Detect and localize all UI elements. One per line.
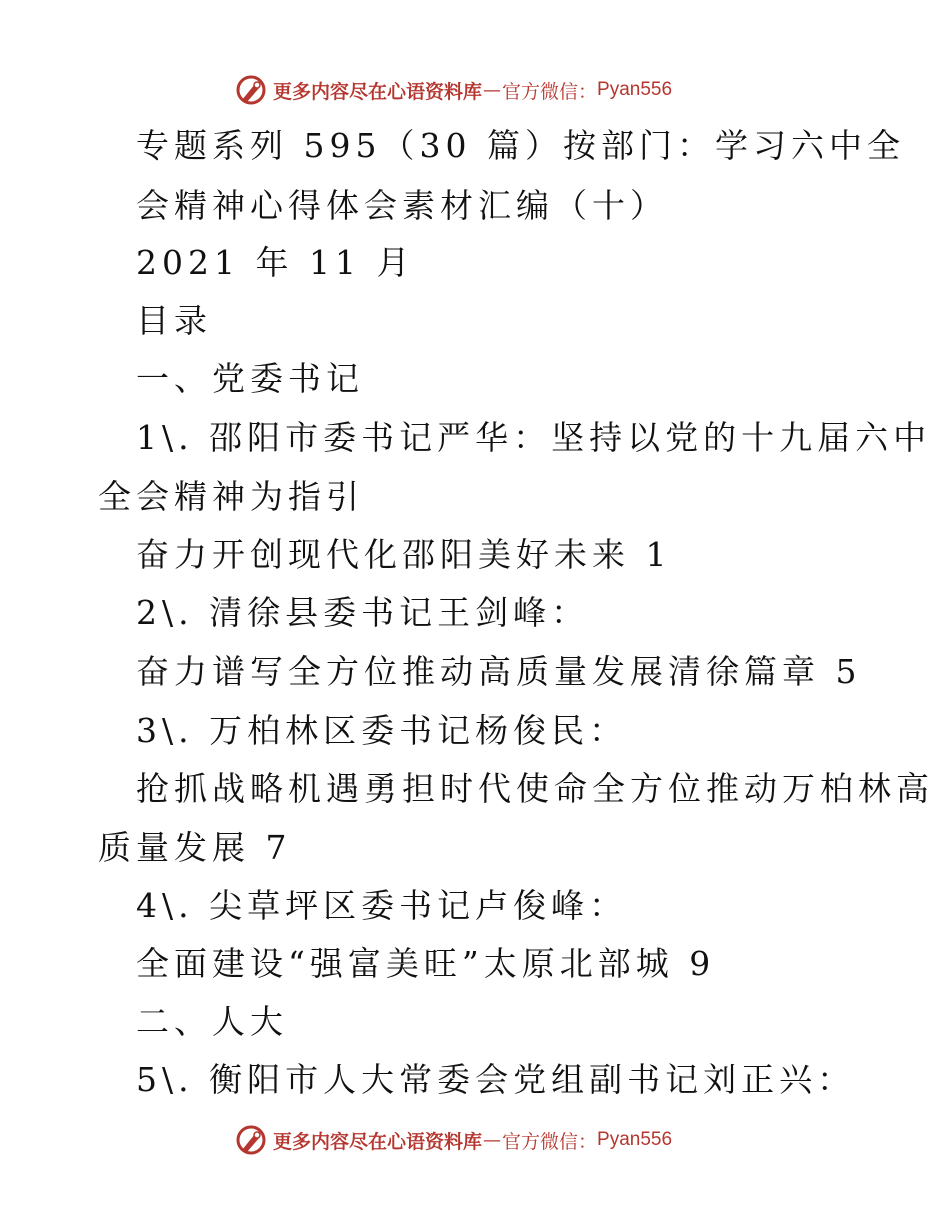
section-heading: 二、人大 — [136, 1002, 288, 1041]
toc-entry-1-line-1: 1\. 邵阳市委书记严华：坚持以党的十九届六中 — [136, 418, 932, 457]
pen-logo-icon — [235, 1124, 267, 1156]
toc-entry-3-line-3: 质量发展 7 — [98, 828, 292, 867]
watermark-weixin-id: Pyan556 — [597, 79, 673, 100]
doc-date: 2021 年 11 月 — [136, 243, 415, 282]
toc-entry-1-line-3: 奋力开创现代化邵阳美好未来 1 — [136, 535, 672, 574]
watermark-footer — [235, 1122, 672, 1158]
toc-entry-4-line-1: 4\. 尖草坪区委书记卢俊峰： — [136, 886, 628, 925]
watermark-brand: 更多内容尽在心语资料库 — [273, 80, 483, 103]
toc-entry-3-line-1: 3\. 万柏林区委书记杨俊民： — [136, 711, 628, 750]
watermark-separator: — — [483, 79, 502, 101]
doc-title-line-1: 专题系列 595（30 篇）按部门：学习六中全 — [136, 126, 905, 165]
watermark-separator: — — [483, 1129, 502, 1151]
section-heading: 一、党委书记 — [136, 359, 364, 398]
watermark-weixin-label: 官方微信： — [502, 80, 598, 103]
toc-entry-3-line-2: 抢抓战略机遇勇担时代使命全方位推动万柏林高 — [136, 769, 934, 808]
toc-entry-4-line-2: 全面建设“强富美旺”太原北部城 9 — [136, 944, 716, 983]
toc-entry-2-line-2: 奋力谱写全方位推动高质量发展清徐篇章 5 — [136, 652, 862, 691]
toc-entry-1-line-2: 全会精神为指引 — [98, 477, 364, 516]
watermark-brand: 更多内容尽在心语资料库 — [273, 1130, 483, 1153]
watermark-header — [235, 72, 672, 108]
watermark-weixin-id: Pyan556 — [597, 1129, 673, 1150]
toc-heading: 目录 — [136, 301, 212, 340]
pen-logo-icon — [235, 74, 267, 106]
toc-entry-2-line-1: 2\. 清徐县委书记王剑峰： — [136, 593, 590, 632]
toc-entry-5-line-1: 5\. 衡阳市人大常委会党组副书记刘正兴： — [136, 1060, 856, 1099]
watermark-weixin-label: 官方微信： — [502, 1130, 598, 1153]
doc-title-line-2: 会精神心得体会素材汇编（十） — [136, 186, 668, 225]
